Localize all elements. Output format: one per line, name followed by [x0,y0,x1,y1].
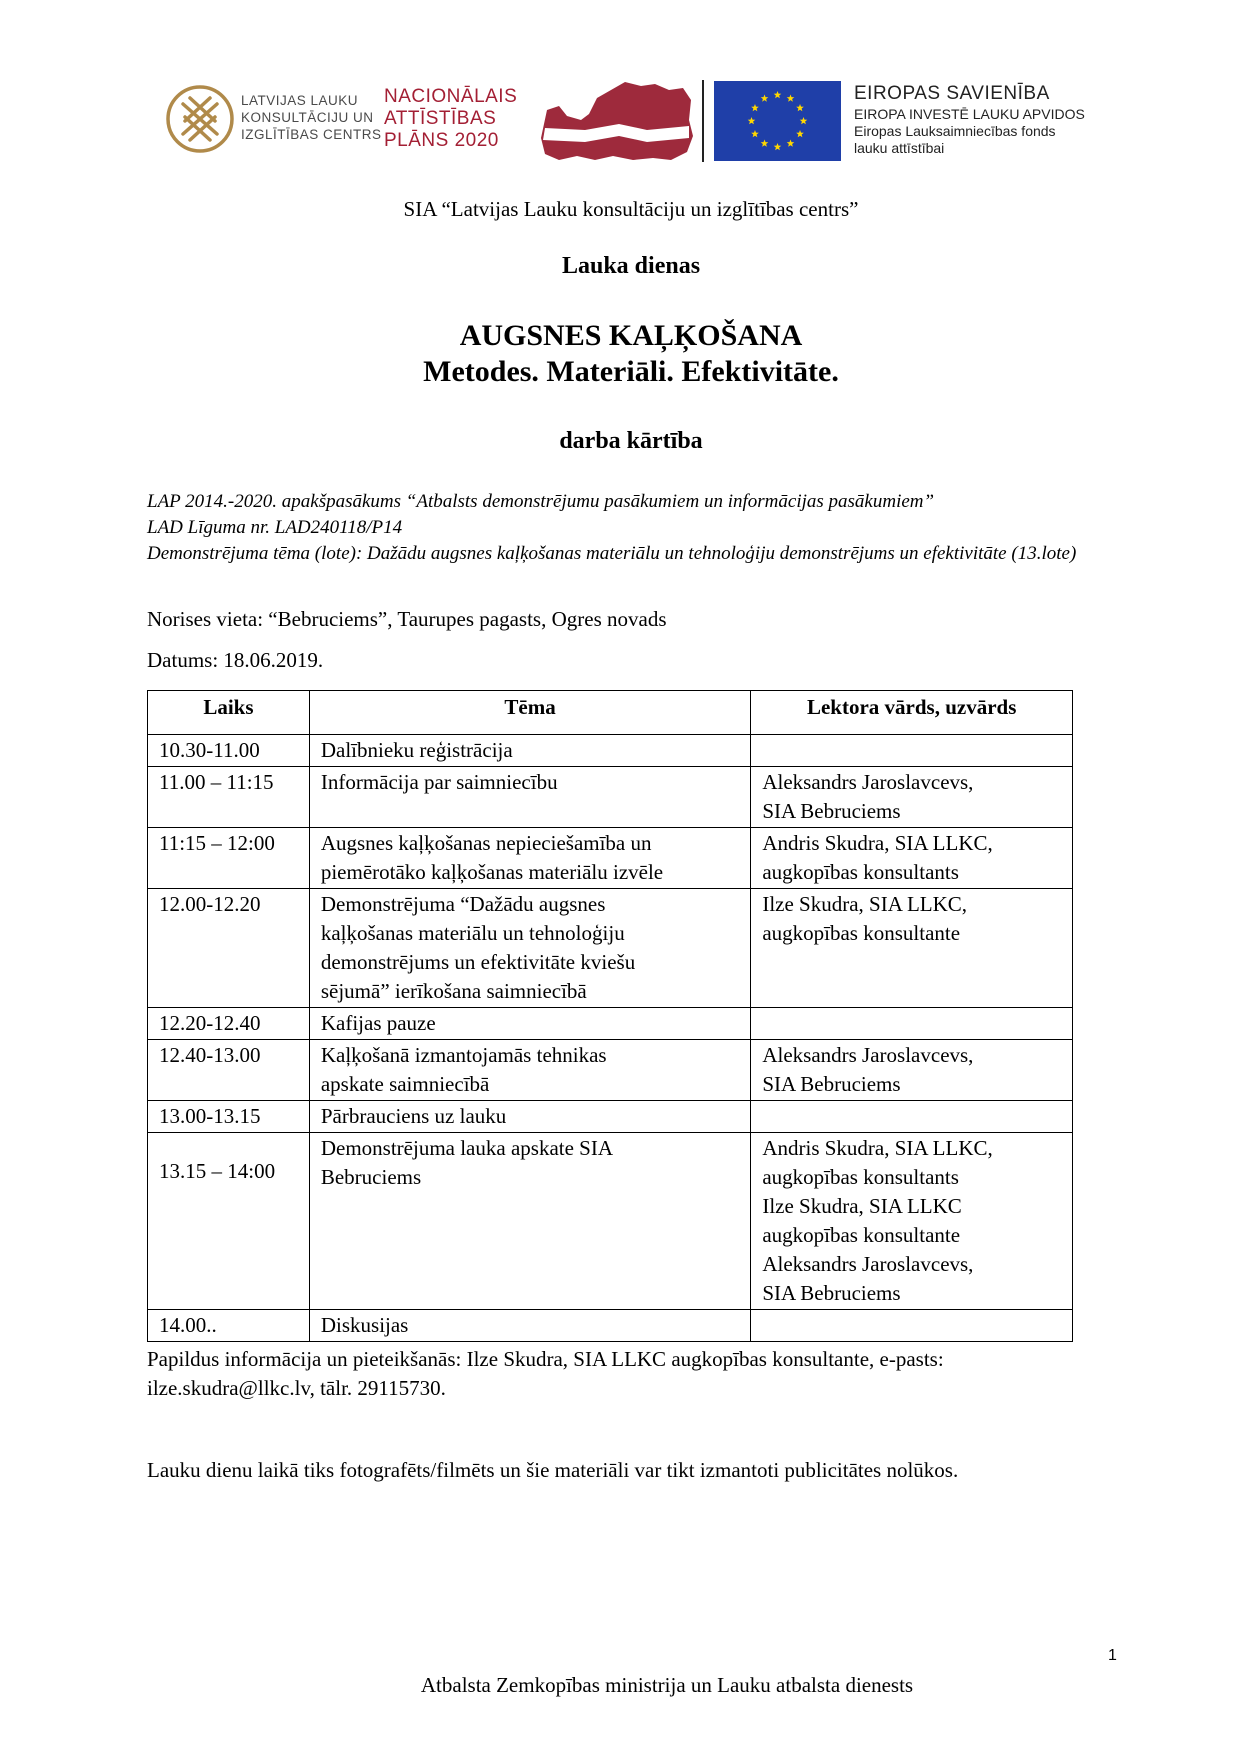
agenda-table [147,690,1073,1342]
cell-lecturer [751,889,1073,1008]
cell-topic [309,889,750,1008]
cell-time: 11:15 – 12:00 [148,828,310,889]
cell-topic [309,1133,750,1310]
topic-line: piemērotāko kaļķošanas materiālu izvēle [320,860,664,884]
organization-name: SIA “Latvijas Lauku konsultāciju un izglītības centrs” [403,197,859,221]
lecturer-line: Aleksandrs Jaroslavcevs, [762,770,974,794]
table-row [148,1101,1073,1133]
table-row [148,828,1073,889]
cell-lecturer [751,1040,1073,1101]
meta-line-2: LAD Līguma nr. LAD240118/P14 [147,517,403,538]
table-row [148,1310,1073,1342]
cell-time: 11.00 – 11:15 [148,767,310,828]
lecturer-line: augkopības konsultante [762,921,961,945]
lecturer-line: augkopības konsultante [762,1223,961,1247]
header-topic: Tēma [309,691,750,735]
eu-flag-icon [714,81,841,161]
topic-line: Informācija par saimniecību [320,770,558,794]
table-row [148,1040,1073,1101]
lecturer-line: SIA Bebruciems [762,1072,901,1096]
topic-line: demonstrējums un efektivitāte kviešu [320,950,636,974]
cell-time: 12.40-13.00 [148,1040,310,1101]
lecturer-line: Andris Skudra, SIA LLKC, [762,1136,993,1160]
topic-line: Demonstrējuma “Dažādu augsnes [320,892,606,916]
cell-time: 14.00.. [148,1310,310,1342]
cell-lecturer [751,1133,1073,1310]
footer-text: Atbalsta Zemkopības ministrija un Lauku atbalsta dienests [420,1673,914,1697]
cell-topic [309,767,750,828]
topic-line: Dalībnieku reģistrācija [320,738,513,762]
eu-logo-text: EIROPAS SAVIENĪBA EIROPA INVESTĒ LAUKU APVIDOS Eiropas Lauksaimniecības fonds lauku attīstībai [854,83,1085,156]
header-time: Laiks [148,691,310,735]
topic-line: apskate saimniecībā [320,1072,490,1096]
topic-line: Kaļķošanā izmantojamās tehnikas [320,1043,607,1067]
table-row [148,735,1073,767]
cell-time: 10.30-11.00 [148,735,310,767]
table-row [148,889,1073,1008]
topic-line: Augsnes kaļķošanas nepieciešamība un [320,831,652,855]
cell-topic [309,1008,750,1040]
lecturer-line: Ilze Skudra, SIA LLKC, [762,892,968,916]
lecturer-line: Andris Skudra, SIA LLKC, [762,831,993,855]
publicity-note: Lauku dienu laikā tiks fotografēts/filmēts un šie materiāli var tikt izmantoti publicitātes nolūkos. [147,1458,959,1482]
lecturer-line: Aleksandrs Jaroslavcevs, [762,1252,974,1276]
nap-logo-text: NACIONĀLAIS ATTĪSTĪBAS PLĀNS 2020 [384,86,518,151]
lecturer-line: augkopības konsultants [762,860,959,884]
cell-topic [309,1040,750,1101]
cell-lecturer [751,1310,1073,1342]
logo-divider [702,80,704,162]
contact-info [147,1345,1107,1403]
date-text: Datums: 18.06.2019. [147,648,324,672]
cell-time: 12.20-12.40 [148,1008,310,1040]
cell-lecturer [751,767,1073,828]
cell-lecturer [751,735,1073,767]
cell-topic [309,735,750,767]
cell-time: 12.00-12.20 [148,889,310,1008]
cell-topic [309,1101,750,1133]
lecturer-line: augkopības konsultants [762,1165,959,1189]
meta-line-1: LAP 2014.-2020. apakšpasākums “Atbalsts demonstrējumu pasākumiem un informācijas pasākumiem” [147,491,935,512]
venue-text: Norises vieta: “Bebruciems”, Taurupes pagasts, Ogres novads [147,607,667,631]
page-number: 1 [1108,1647,1117,1664]
cell-lecturer [751,1008,1073,1040]
cell-topic [309,1310,750,1342]
topic-line: sējumā” ierīkošana saimniecībā [320,979,587,1003]
title-line: AUGSNES KAĻĶOŠANA [459,319,803,352]
subtitle-line: Metodes. Materiāli. Efektivitāte. [423,355,839,388]
table-row [148,767,1073,828]
topic-line: Demonstrējuma lauka apskate SIA [320,1136,614,1160]
llkc-logo-text: LATVIJAS LAUKU KONSULTĀCIJU UN IZGLĪTĪBAS CENTRS [241,93,382,142]
cell-lecturer [751,828,1073,889]
event-type-heading: Lauka dienas [561,253,701,279]
meta-line-3: Demonstrējuma tēma (lote): Dažādu augsnes kaļķošanas materiālu un tehnoloģiju demonstrējums un efektivitāte (13.lote) [147,543,1077,564]
header-lecturer: Lektora vārds, uzvārds [751,691,1073,735]
lecturer-line: Ilze Skudra, SIA LLKC [762,1194,962,1218]
cell-lecturer [751,1101,1073,1133]
cell-time: 13.00-13.15 [148,1101,310,1133]
table-row [148,1133,1073,1310]
llkc-emblem-icon [165,84,235,154]
latvia-map-icon [537,80,695,162]
contact-line-1: Papildus informācija un pieteikšanās: Ilze Skudra, SIA LLKC augkopības konsultante, e-pasts: [147,1347,944,1371]
lecturer-line: SIA Bebruciems [762,1281,901,1305]
header-logos [165,80,1115,160]
topic-line: Pārbrauciens uz lauku [320,1104,507,1128]
contact-line-2: ilze.skudra@llkc.lv, tālr. 29115730. [147,1376,446,1400]
cell-time: 13.15 – 14:00 [148,1133,310,1310]
table-header-row [148,691,1073,735]
topic-line: kaļķošanas materiālu un tehnoloģiju [320,921,625,945]
table-row [148,1008,1073,1040]
project-meta [147,489,1107,567]
cell-topic [309,828,750,889]
lecturer-line: SIA Bebruciems [762,799,901,823]
topic-line: Kafijas pauze [320,1011,436,1035]
topic-line: Bebruciems [320,1165,422,1189]
document-title [0,318,1240,390]
lecturer-line: Aleksandrs Jaroslavcevs, [762,1043,974,1067]
agenda-heading: darba kārtība [559,428,703,454]
topic-line: Diskusijas [320,1313,409,1337]
